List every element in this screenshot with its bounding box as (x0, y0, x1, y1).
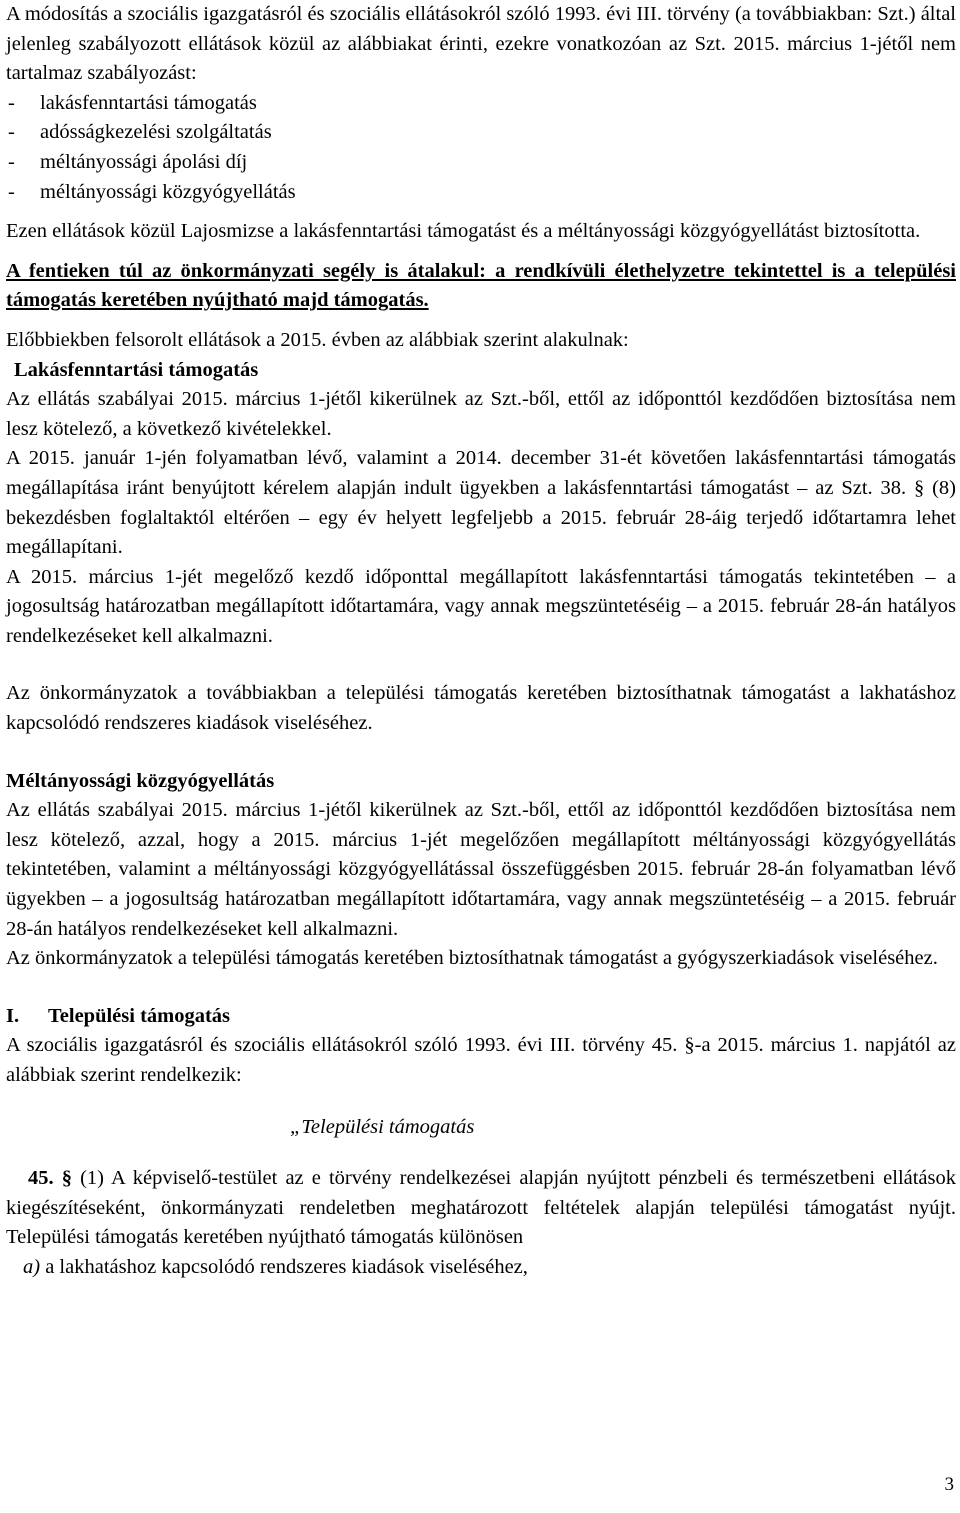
settlement-paragraph-1: A szociális igazgatásról és szociális ellátásokról szóló 1993. évi III. törvény 45. §-a 2015. március 1. napjától az alábbiak szerint rendelkezik: (6, 1034, 956, 1086)
medical-paragraph-2: Az önkormányzatok a települési támogatás keretében biztosíthatnak támogatást a gyógyszerkiadások viseléséhez. (6, 947, 938, 970)
item-label: a) (23, 1255, 41, 1278)
highlighted-notice: A fentieken túl az önkormányzati segély is átalakul: a rendkívüli élethelyzetre tekintettel is a települési támogatás keretében nyújtható majd támogatás. (6, 259, 956, 312)
dash-bullet: - (8, 91, 15, 114)
section-sign: § (61, 1167, 72, 1190)
dash-bullet: - (8, 150, 15, 173)
lajosmizse-paragraph: Ezen ellátások közül Lajosmizse a lakásfenntartási támogatást és a méltányossági közgyógyellátást biztosította. (6, 220, 921, 243)
list-item: - méltányossági ápolási díj (6, 148, 956, 178)
section-title-medical: Méltányossági közgyógyellátás (6, 769, 275, 792)
list-item: - lakásfenntartási támogatás (6, 89, 956, 119)
page-number: 3 (944, 1474, 954, 1495)
list-item: - adósságkezelési szolgáltatás (6, 118, 956, 148)
housing-paragraph-3: A 2015. március 1-jét megelőző kezdő időponttal megállapított lakásfenntartási támogatás tekintetében – a jogosultság határozatban megállapított időtartamára, vagy annak megszüntetéséig – a 2015. február 28-án hatályos rendelkezéseket kell alkalmazni. (6, 565, 956, 647)
intro-paragraph: A módosítás a szociális igazgatásról és szociális ellátásokról szóló 1993. évi III. törvény (a továbbiakban: Szt.) által jelenleg szabályozott ellátások közül az alábbiakat érinti, ezekre vonatkozóan az Szt. 2015. március 1-jétől nem tartalmaz szabályozást: (6, 3, 956, 85)
list-item: - méltányossági közgyógyellátás (6, 178, 956, 208)
quoted-article-title: „Települési támogatás (290, 1115, 475, 1138)
section-title-housing: Lakásfenntartási támogatás (14, 358, 259, 381)
housing-paragraph-4: Az önkormányzatok a továbbiakban a települési támogatás keretében biztosíthatnak támogatást a lakhatáshoz kapcsolódó rendszeres kiadások viseléséhez. (6, 682, 956, 735)
document-page (6, 0, 956, 1283)
article-item-a: a) a lakhatáshoz kapcsolódó rendszeres kiadások viseléséhez, (23, 1255, 528, 1278)
affected-benefits-list (6, 89, 956, 207)
dash-bullet: - (8, 121, 15, 144)
article-number: 45. (28, 1167, 54, 1190)
section-title-settlement: I. Települési támogatás (6, 1002, 956, 1032)
section-number: I. (6, 1004, 20, 1027)
housing-paragraph-2: A 2015. január 1-jén folyamatban lévő, valamint a 2014. december 31-ét követően lakásfenntartási támogatás megállapítása iránt benyújtott kérelem alapján indult ügyekben a lakásfenntartási támogatást – az Szt. 38. § (8) bekezdésben foglaltaktól eltérően – egy év helyett legfeljebb a 2015. február 28-áig terjedő időtartamra lehet megállapítani. (6, 447, 956, 559)
dash-bullet: - (8, 180, 15, 203)
housing-paragraph-1: Az ellátás szabályai 2015. március 1-jétől kikerülnek az Szt.-ből, ettől az időponttól kezdődően biztosítása nem lesz kötelező, a következő kivételekkel. (6, 388, 956, 440)
article-45-paragraph: 45. § (1) A képviselő-testület az e törvény rendelkezései alapján nyújtott pénzbeli és természetbeni ellátások kiegészítéseként, önkormányzati rendeletben meghatározott feltételek alapján települési támogatást nyújt. Települési támogatás keretében nyújtható támogatás különösen (6, 1167, 957, 1249)
section-lead: Előbbiekben felsorolt ellátások a 2015. évben az alábbiak szerint alakulnak: (6, 328, 629, 351)
medical-paragraph-1: Az ellátás szabályai 2015. március 1-jétől kikerülnek az Szt.-ből, ettől az időponttól kezdődően biztosítása nem lesz kötelező, azzal, hogy a 2015. március 1-jét megelőzően megállapított méltányossági közgyógyellátás tekintetében, valamint a méltányossági közgyógyellátással összefüggésben 2015. február 28-án folyamatban lévő ügyekben – a jogosultság határozatban megállapított időtartamára, vagy annak megszüntetéséig – a 2015. február 28-án hatályos rendelkezéseket kell alkalmazni. (6, 799, 956, 940)
